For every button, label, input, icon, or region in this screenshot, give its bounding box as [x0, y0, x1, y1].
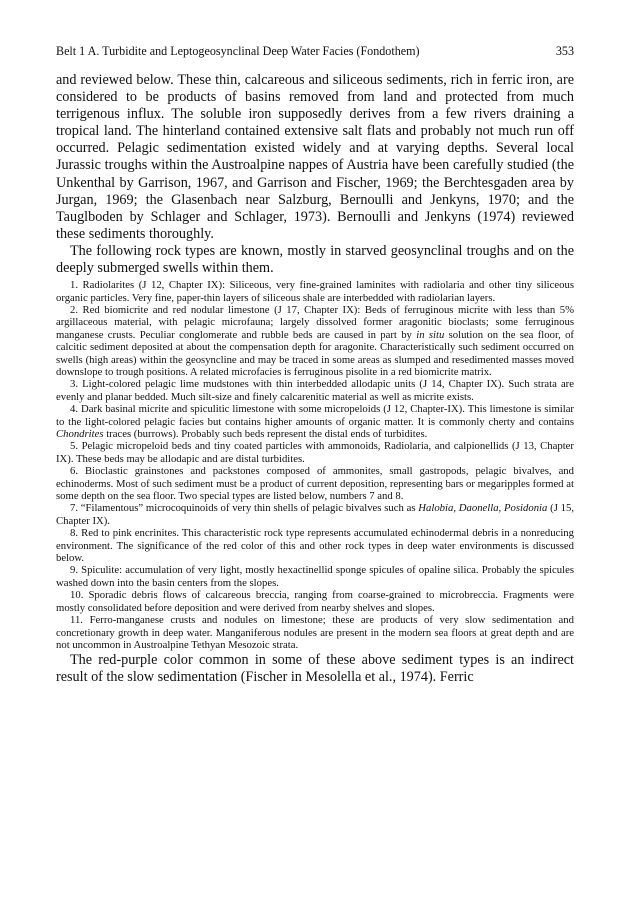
running-title: Belt 1 A. Turbidite and Leptogeosynclinal Deep Water Facies (Fondothem)	[56, 44, 420, 58]
rock-type-list	[56, 279, 574, 651]
body-paragraph: and reviewed below. These thin, calcareous and siliceous sediments, rich in ferric iron, are considered to be products of basins removed from land and protected from much terrigenous influx. The soluble iron supposedly derives from a few rivers draining a tropical land. The hinterland contained extensive salt flats and probably not much run off occurred. Pelagic sedimentation existed widely and at varying depths. Several local Jurassic troughs within the Austroalpine nappes of Austria have been carefully studied (the Unkenthal by Garrison, 1967, and Garrison and Fischer, 1969; the Berchtesgaden area by Jurgan, 1969; the Glasenbach near Salzburg, Bernoulli and Jenkyns, 1970; and the Tauglboden by Schlager and Schlager, 1973). Bernoulli and Jenkyns (1974) reviewed these sediments thoroughly.	[56, 72, 574, 242]
rock-type-item: 11. Ferro-manganese crusts and nodules on limestone; these are products of very slow sedimentation and concretionary growth in deep water. Manganiferous nodules are present in the modern sea floors at great depth and are not uncommon in Austroalpine Tethyan Mesozoic strata.	[56, 614, 574, 651]
book-page	[56, 44, 574, 687]
body-paragraph: The red-purple color common in some of these above sediment types is an indirect result of the slow sedimentation (Fischer in Mesolella et al., 1974). Ferric	[56, 652, 574, 686]
rock-type-item: 6. Bioclastic grainstones and packstones composed of ammonites, small gastropods, pelagic bivalves, and echinoderms. Most of such sediment must be a product of current deposition, representing bars or megaripples formed at some depth on the sea floor. Two special types are listed below, numbers 7 and 8.	[56, 465, 574, 503]
body-paragraph: The following rock types are known, mostly in starved geosynclinal troughs and on the deeply submerged swells within them.	[56, 242, 574, 277]
italic-term: in situ	[416, 328, 445, 341]
rock-type-text: 7. “Filamentous” microcoquinoids of very thin shells of pelagic bivalves such as	[70, 502, 419, 515]
rock-type-item: 9. Spiculite: accumulation of very light, mostly hexactinellid sponge spicules of opaline silica. Probably the spicules washed down into the basin centers from the slopes.	[56, 564, 574, 589]
rock-type-text: solution on the sea floor, of calcitic sediment deposited at about the compensation depth for aragonite. Characteristically such sediment occurred on swells (high areas) within the geosyncline and may be traced in some areas as slumped and resedimented masses moved downslope to trough positions. A related microfacies is ferruginous pisolite in a red biomicrite matrix.	[56, 328, 574, 378]
rock-type-text: (J 15, Chapter IX).	[56, 502, 574, 527]
rock-type-item: 1. Radiolarites (J 12, Chapter IX): Siliceous, very fine-grained laminites with radiolaria and other tiny siliceous organic particles. Very fine, paper-thin layers of siliceous shale are interbedded with radiolarian layers.	[56, 279, 574, 304]
rock-type-text: 4. Dark basinal micrite and spiculitic limestone with some micropeloids (J 12, Chapter-IX). This limestone is similar to the light-colored pelagic facies but contains higher amounts of organic matter. It is commonly cherty and contains	[56, 403, 574, 428]
rock-type-item	[56, 502, 574, 527]
rock-type-text: 2. Red biomicrite and red nodular limestone (J 17, Chapter IX): Beds of ferruginous micrite with less than 5% argillaceous material, with pelagic microfauna; largely dissolved former aragonitic bioclasts; some ferruginous manganese crusts. Peculiar conglomerate and rubble beds are caused in part by	[56, 303, 574, 341]
rock-type-item: 10. Sporadic debris flows of calcareous breccia, ranging from coarse-grained to microbreccia. Fragments were mostly consolidated before deposition and were derived from nearby shelves and slopes.	[56, 589, 574, 614]
page-number: 353	[555, 44, 574, 58]
rock-type-text: traces (burrows). Probably such beds represent the distal ends of turbidites.	[103, 428, 428, 440]
rock-type-item: 5. Pelagic micropeloid beds and tiny coated particles with ammonoids, Radiolaria, and calpionellids (J 13, Chapter IX). These beds may be allodapic and are distal turbidites.	[56, 440, 574, 465]
rock-type-item	[56, 304, 574, 378]
italic-term: Halobia, Daonella, Posidonia	[418, 502, 548, 515]
rock-type-item	[56, 403, 574, 440]
italic-term: Chondrites	[56, 428, 104, 440]
rock-type-item: 8. Red to pink encrinites. This characteristic rock type represents accumulated echinodermal debris in a nonreducing environment. The significance of the red color of this and other rock types in deep water environments is discussed below.	[56, 527, 574, 565]
running-head	[56, 44, 574, 58]
rock-type-item: 3. Light-colored pelagic lime mudstones with thin interbedded allodapic units (J 14, Chapter IX). Such strata are evenly and planar bedded. Much silt-size and finely calcarenitic material as well as micrite exists.	[56, 378, 574, 403]
